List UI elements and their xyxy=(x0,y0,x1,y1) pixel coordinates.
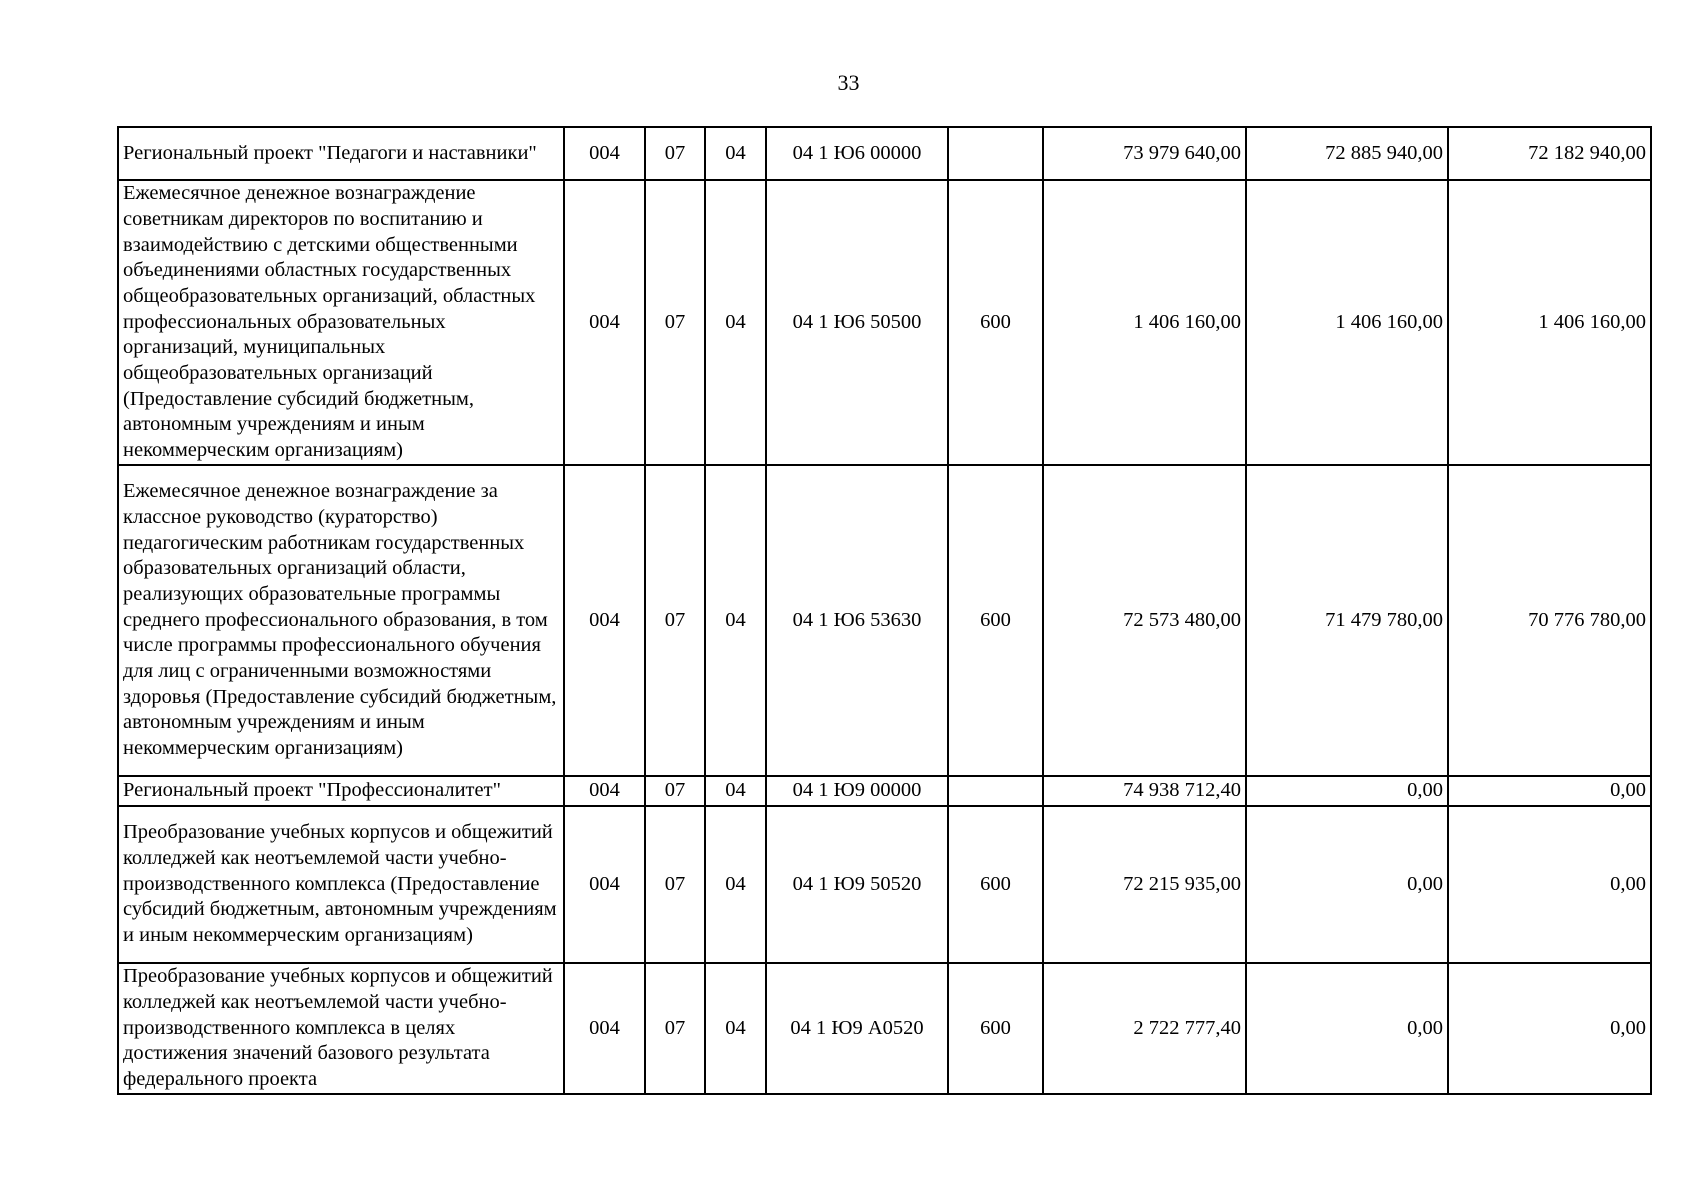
target-article-cell: 04 1 Ю6 53630 xyxy=(766,465,948,776)
amount-3-cell: 70 776 780,00 xyxy=(1448,465,1651,776)
ministry-code-cell: 004 xyxy=(564,465,645,776)
amount-1-cell: 1 406 160,00 xyxy=(1043,180,1246,465)
subsection-code-cell: 04 xyxy=(705,465,766,776)
target-article-cell: 04 1 Ю9 А0520 xyxy=(766,963,948,1094)
amount-1-cell: 72 573 480,00 xyxy=(1043,465,1246,776)
table-row xyxy=(118,465,1651,776)
section-code-cell: 07 xyxy=(645,465,705,776)
amount-2-cell: 0,00 xyxy=(1246,963,1448,1094)
amount-1-cell: 74 938 712,40 xyxy=(1043,776,1246,806)
target-article-cell: 04 1 Ю6 50500 xyxy=(766,180,948,465)
expense-type-cell: 600 xyxy=(948,180,1043,465)
expense-type-cell: 600 xyxy=(948,806,1043,963)
expense-type-cell xyxy=(948,127,1043,180)
subsection-code-cell: 04 xyxy=(705,776,766,806)
ministry-code-cell: 004 xyxy=(564,127,645,180)
table-row xyxy=(118,127,1651,180)
amount-1-cell: 2 722 777,40 xyxy=(1043,963,1246,1094)
amount-2-cell: 71 479 780,00 xyxy=(1246,465,1448,776)
table-row xyxy=(118,963,1651,1094)
expense-type-cell: 600 xyxy=(948,465,1043,776)
target-article-cell: 04 1 Ю9 00000 xyxy=(766,776,948,806)
ministry-code-cell: 004 xyxy=(564,180,645,465)
amount-3-cell: 72 182 940,00 xyxy=(1448,127,1651,180)
row-name-cell: Преобразование учебных корпусов и общежитий колледжей как неотъемлемой части учебно-производственного комплекса в целях достижения значений базового результата федерального проекта xyxy=(118,963,564,1094)
section-code-cell: 07 xyxy=(645,806,705,963)
row-name-cell: Преобразование учебных корпусов и общежитий колледжей как неотъемлемой части учебно-производственного комплекса (Предоставление субсидий бюджетным, автономным учреждениям и иным некоммерческим организациям) xyxy=(118,806,564,963)
expense-type-cell: 600 xyxy=(948,963,1043,1094)
row-name-cell: Ежемесячное денежное вознаграждение советникам директоров по воспитанию и взаимодействию с детскими общественными объединениями областных государственных общеобразовательных организаций, областных профессиональных образовательных организаций, муниципальных общеобразовательных организаций (Предоставление субсидий бюджетным, автономным учреждениям и иным некоммерческим организациям) xyxy=(118,180,564,465)
row-name-cell: Региональный проект "Педагоги и наставники" xyxy=(118,127,564,180)
amount-2-cell: 0,00 xyxy=(1246,806,1448,963)
section-code-cell: 07 xyxy=(645,776,705,806)
ministry-code-cell: 004 xyxy=(564,963,645,1094)
target-article-cell: 04 1 Ю9 50520 xyxy=(766,806,948,963)
amount-2-cell: 1 406 160,00 xyxy=(1246,180,1448,465)
subsection-code-cell: 04 xyxy=(705,180,766,465)
budget-table xyxy=(117,126,1652,1095)
ministry-code-cell: 004 xyxy=(564,806,645,963)
table-row xyxy=(118,806,1651,963)
subsection-code-cell: 04 xyxy=(705,963,766,1094)
amount-3-cell: 0,00 xyxy=(1448,806,1651,963)
row-name-cell: Региональный проект "Профессионалитет" xyxy=(118,776,564,806)
table-row xyxy=(118,776,1651,806)
subsection-code-cell: 04 xyxy=(705,127,766,180)
page-number: 33 xyxy=(837,70,860,95)
ministry-code-cell: 004 xyxy=(564,776,645,806)
table-row xyxy=(118,180,1651,465)
target-article-cell: 04 1 Ю6 00000 xyxy=(766,127,948,180)
amount-2-cell: 72 885 940,00 xyxy=(1246,127,1448,180)
amount-2-cell: 0,00 xyxy=(1246,776,1448,806)
section-code-cell: 07 xyxy=(645,127,705,180)
amount-3-cell: 1 406 160,00 xyxy=(1448,180,1651,465)
section-code-cell: 07 xyxy=(645,963,705,1094)
amount-3-cell: 0,00 xyxy=(1448,776,1651,806)
amount-1-cell: 73 979 640,00 xyxy=(1043,127,1246,180)
amount-1-cell: 72 215 935,00 xyxy=(1043,806,1246,963)
expense-type-cell xyxy=(948,776,1043,806)
section-code-cell: 07 xyxy=(645,180,705,465)
amount-3-cell: 0,00 xyxy=(1448,963,1651,1094)
row-name-cell: Ежемесячное денежное вознаграждение за классное руководство (кураторство) педагогическим работникам государственных образовательных организаций области, реализующих образовательные программы среднего профессионального образования, в том числе программы профессионального обучения для лиц с ограниченными возможностями здоровья (Предоставление субсидий бюджетным, автономным учреждениям и иным некоммерческим организациям) xyxy=(118,465,564,776)
subsection-code-cell: 04 xyxy=(705,806,766,963)
